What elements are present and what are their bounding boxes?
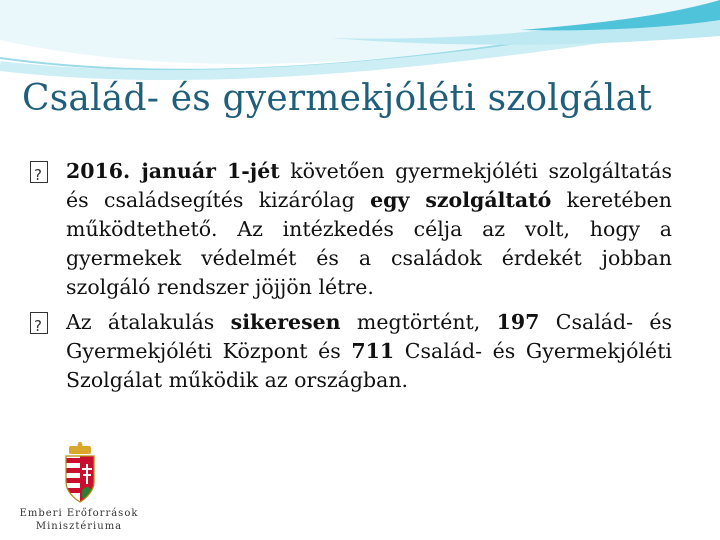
text-segment: 197 <box>496 310 540 334</box>
text-segment: sikeresen <box>230 310 341 334</box>
header-decoration <box>0 0 720 90</box>
text-segment: Az átalakulás <box>66 310 231 334</box>
text-segment: egy szolgáltató <box>370 188 552 212</box>
slide-body <box>30 157 672 401</box>
text-segment: megtörtént, <box>340 310 497 334</box>
text-segment: követően gyermekjóléti szolgáltatás és családsegítés kizárólag <box>66 159 672 212</box>
text-segment: Család- és Gyermekjóléti Központ és <box>66 310 672 363</box>
text-segment: 2016. január 1-jét <box>66 159 280 183</box>
text-segment: 711 <box>351 339 395 363</box>
logo-text-line-1: Emberi Erőforrások <box>19 508 139 519</box>
slide-title: Család- és gyermekjóléti szolgálat <box>22 78 652 119</box>
bullet-box-icon <box>30 161 48 183</box>
bullet-paragraph-2 <box>30 308 672 395</box>
bullet-paragraph-1 <box>30 157 672 302</box>
ministry-logo <box>14 442 144 536</box>
text-segment: Család- és Gyermekjóléti Szolgálat működik az országban. <box>66 339 672 392</box>
hungarian-coat-of-arms-icon <box>60 442 100 504</box>
bullet-box-icon <box>30 312 48 334</box>
text-segment: keretében működtethető. Az intézkedés célja az volt, hogy a gyermekek védelmét és a családok érdekét jobban szolgáló rendszer jöjjön létre. <box>66 188 672 299</box>
logo-text-line-2: Minisztériuma <box>35 521 123 532</box>
